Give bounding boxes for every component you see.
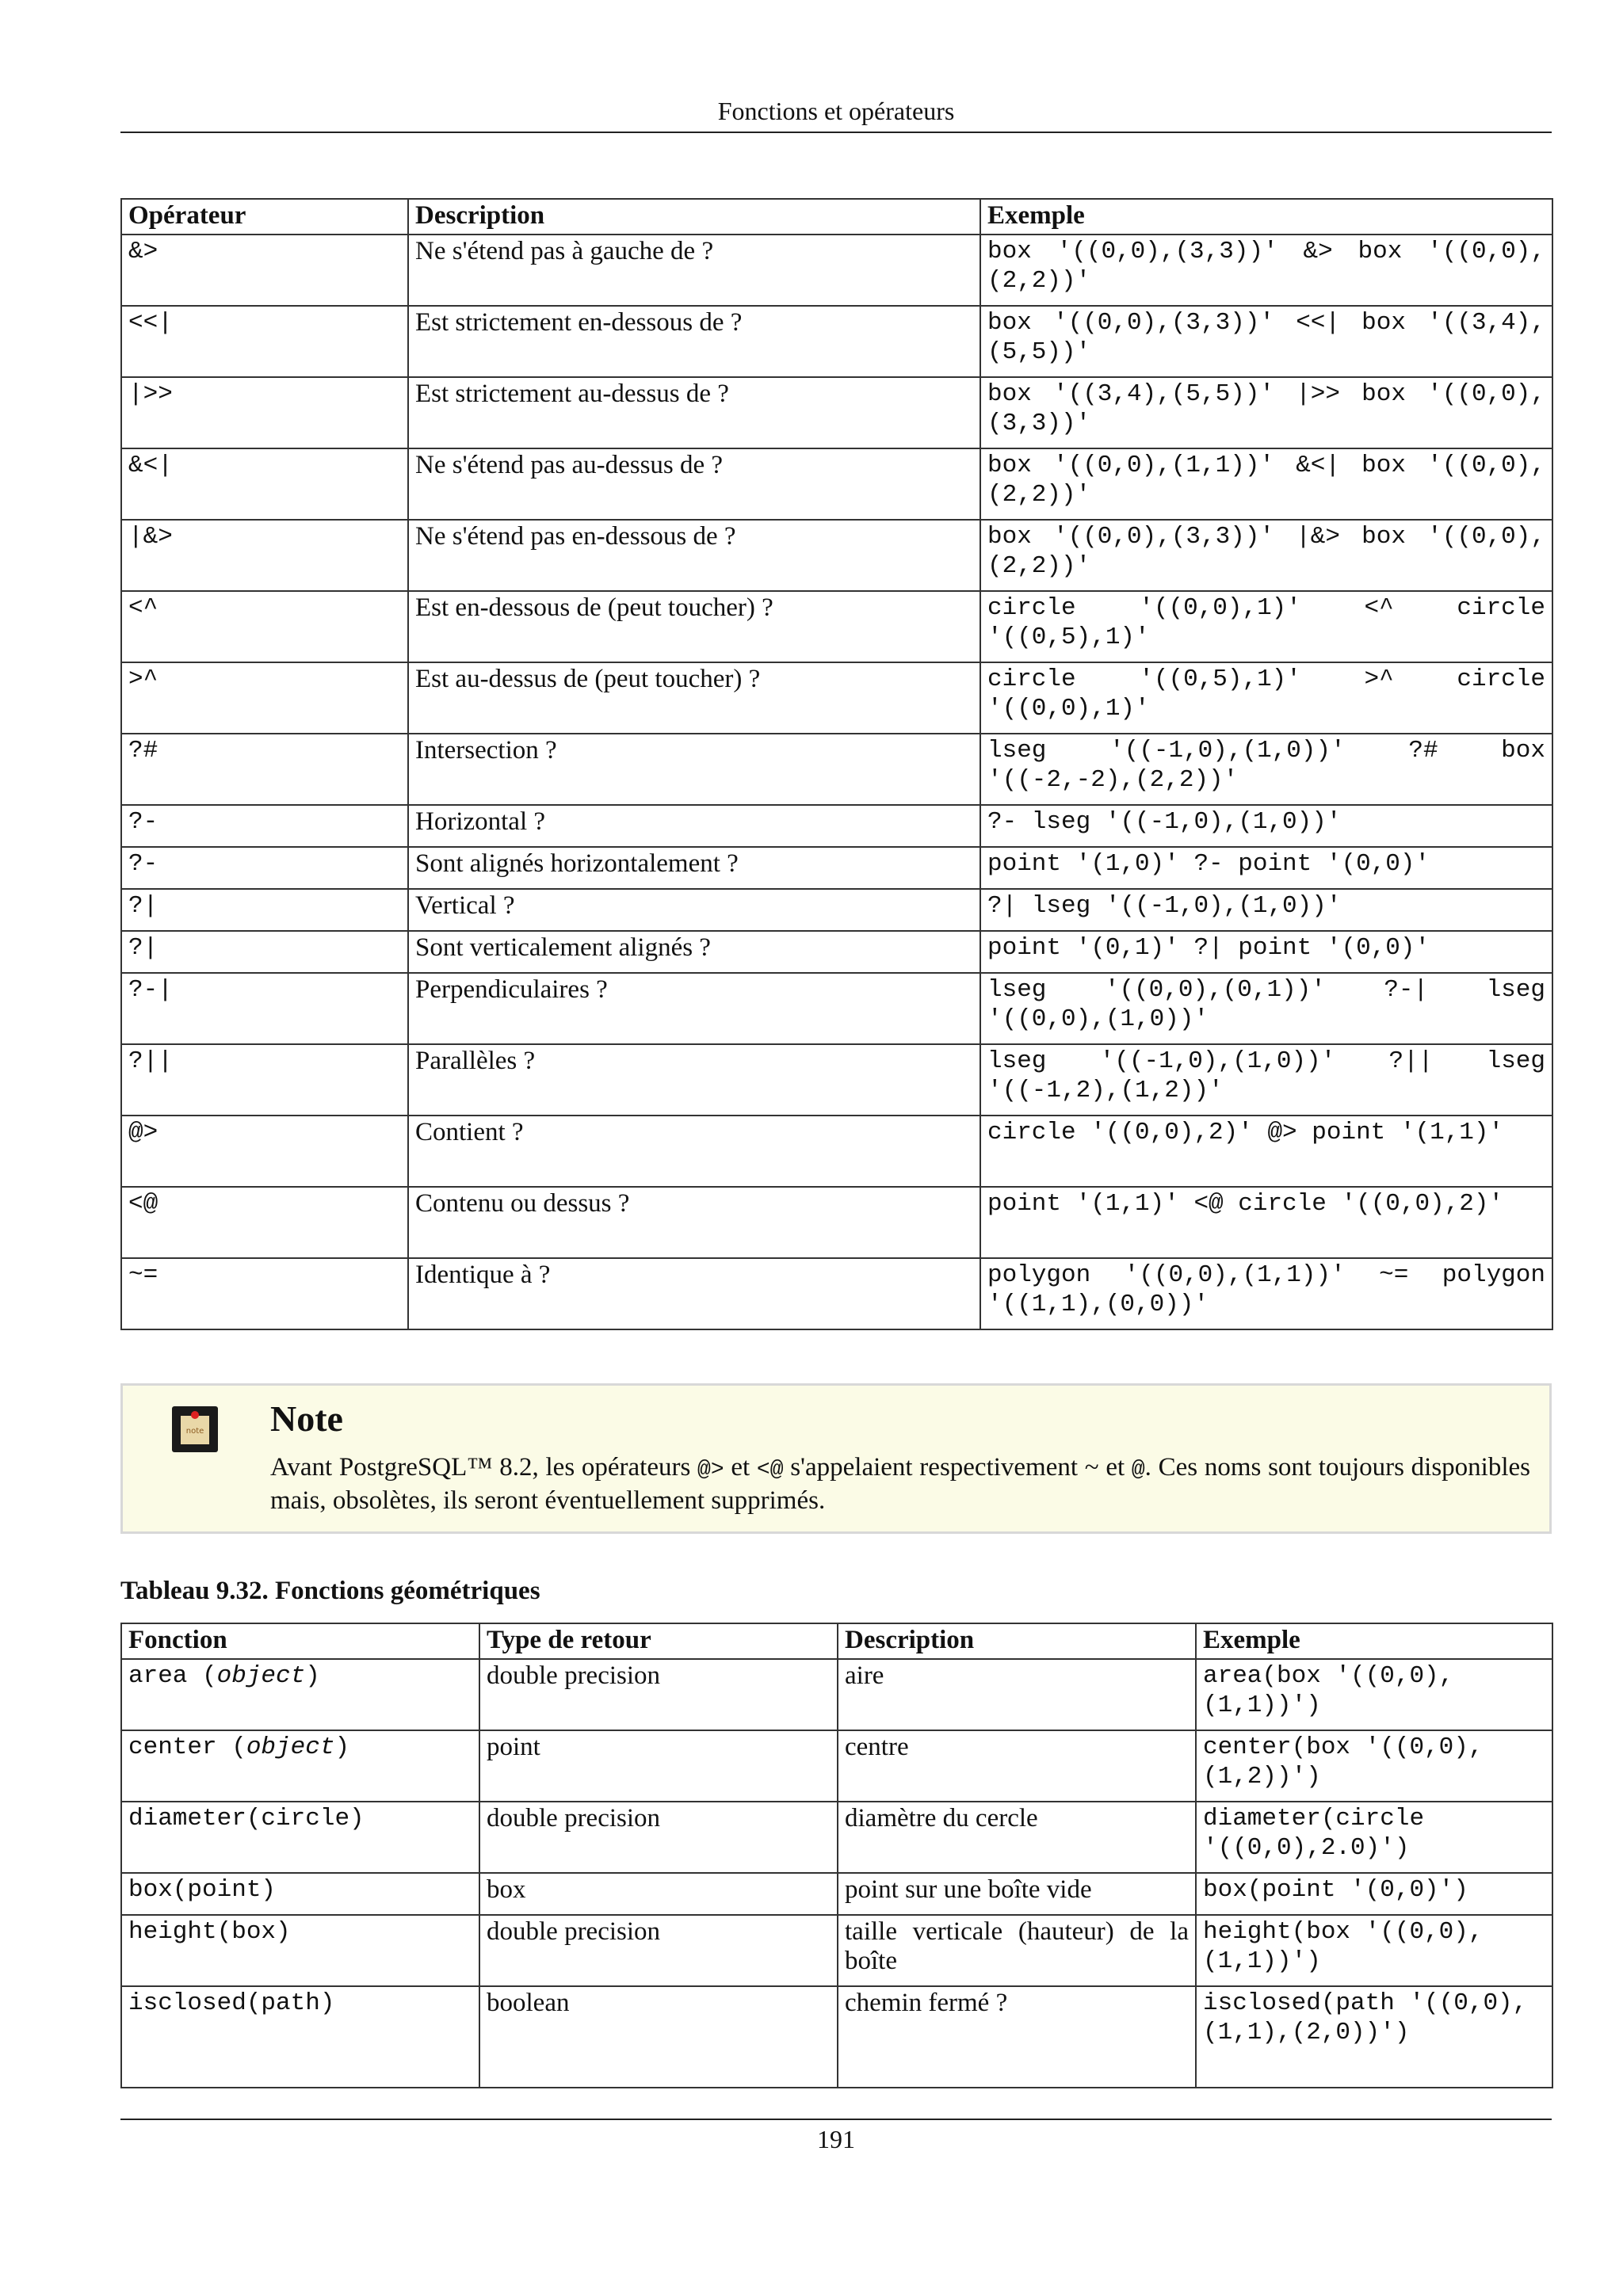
function-cell: height(box) [121,1915,479,1986]
description-cell: Vertical ? [408,889,980,931]
table-header-row [121,1623,1552,1659]
operator-cell: |&> [121,520,408,591]
description-cell: Est en-dessous de (peut toucher) ? [408,591,980,662]
example-cell: isclosed(path '((0,0),(1,1),(2,0))') [1196,1986,1552,2088]
description-cell: taille verticale (hauteur) de la boîte [838,1915,1196,1986]
table-row [121,1802,1552,1873]
description-cell: Ne s'étend pas au-dessus de ? [408,448,980,520]
description-cell: chemin fermé ? [838,1986,1196,2088]
table-row [121,306,1552,377]
return-type-cell: box [479,1873,838,1915]
table-row [121,1044,1552,1116]
description-cell: Perpendiculaires ? [408,973,980,1044]
operator-cell: ?| [121,889,408,931]
table-row [121,889,1552,931]
example-cell: circle '((0,0),1)' <^ circle '((0,5),1)' [980,591,1552,662]
example-cell: box '((0,0),(3,3))' &> box '((0,0),(2,2))' [980,235,1552,306]
example-cell: center(box '((0,0),(1,2))') [1196,1730,1552,1802]
example-cell: lseg '((-1,0),(1,0))' ?|| lseg '((-1,2),(1,2))' [980,1044,1552,1116]
example-cell: box(point '(0,0)') [1196,1873,1552,1915]
example-cell: diameter(circle '((0,0),2.0)') [1196,1802,1552,1873]
note-box [120,1383,1552,1534]
description-cell: Sont alignés horizontalement ? [408,847,980,889]
example-cell: box '((0,0),(3,3))' |&> box '((0,0),(2,2))' [980,520,1552,591]
table-row [121,1258,1552,1329]
table-header-row [121,199,1552,235]
return-type-cell: double precision [479,1915,838,1986]
operator-cell: ?|| [121,1044,408,1116]
table-row [121,1187,1552,1258]
return-type-cell: boolean [479,1986,838,2088]
operator-cell: &> [121,235,408,306]
operator-cell: ?# [121,734,408,805]
table-row [121,931,1552,973]
table-row [121,734,1552,805]
example-cell: box '((0,0),(1,1))' &<| box '((0,0),(2,2))' [980,448,1552,520]
description-cell: Intersection ? [408,734,980,805]
column-header: Description [838,1623,1196,1659]
example-cell: point '(0,1)' ?| point '(0,0)' [980,931,1552,973]
table-caption: Tableau 9.32. Fonctions géométriques [120,1577,540,1605]
operators-table [120,198,1553,1330]
operator-cell: &<| [121,448,408,520]
table-row [121,1730,1552,1802]
example-cell: circle '((0,5),1)' >^ circle '((0,0),1)' [980,662,1552,734]
operator-cell: ?-| [121,973,408,1044]
note-icon [172,1406,218,1452]
table-row [121,1986,1552,2088]
function-cell: box(point) [121,1873,479,1915]
operator-cell: <^ [121,591,408,662]
function-cell: center (object) [121,1730,479,1802]
table-row [121,591,1552,662]
example-cell: circle '((0,0),2)' @> point '(1,1)' [980,1116,1552,1187]
table-row [121,1915,1552,1986]
table-row [121,662,1552,734]
example-cell: lseg '((-1,0),(1,0))' ?# box '((-2,-2),(2,2))' [980,734,1552,805]
column-header: Fonction [121,1623,479,1659]
operator-cell: <@ [121,1187,408,1258]
column-header: Exemple [980,199,1552,235]
table-row [121,805,1552,847]
table-row [121,1116,1552,1187]
table-row [121,448,1552,520]
description-cell: Est strictement en-dessous de ? [408,306,980,377]
page-number: 191 [120,2119,1552,2157]
description-cell: Ne s'étend pas à gauche de ? [408,235,980,306]
operator-cell: ?- [121,847,408,889]
example-cell: height(box '((0,0),(1,1))') [1196,1915,1552,1986]
function-cell: diameter(circle) [121,1802,479,1873]
example-cell: lseg '((0,0),(0,1))' ?-| lseg '((0,0),(1,0))' [980,973,1552,1044]
note-title: Note [270,1398,343,1439]
column-header: Description [408,199,980,235]
description-cell: Contenu ou dessus ? [408,1187,980,1258]
description-cell: Parallèles ? [408,1044,980,1116]
return-type-cell: double precision [479,1802,838,1873]
return-type-cell: point [479,1730,838,1802]
function-cell: isclosed(path) [121,1986,479,2088]
column-header: Exemple [1196,1623,1552,1659]
operator-cell: <<| [121,306,408,377]
operator-cell: ?| [121,931,408,973]
description-cell: Horizontal ? [408,805,980,847]
description-cell: Sont verticalement alignés ? [408,931,980,973]
pin-icon [191,1411,199,1419]
description-cell: Est au-dessus de (peut toucher) ? [408,662,980,734]
example-cell: point '(1,0)' ?- point '(0,0)' [980,847,1552,889]
example-cell: point '(1,1)' <@ circle '((0,0),2)' [980,1187,1552,1258]
page-header: Fonctions et opérateurs [120,93,1552,133]
note-text: Avant PostgreSQL™ 8.2, les opérateurs @> et <@ s'appelaient respectivement ~ et @. Ces noms sont toujours disponibles mais, obsolètes, ils seront éventuellement supprimés. [270,1453,1531,1515]
example-cell: ?- lseg '((-1,0),(1,0))' [980,805,1552,847]
table-row [121,520,1552,591]
example-cell: ?| lseg '((-1,0),(1,0))' [980,889,1552,931]
description-cell: Est strictement au-dessus de ? [408,377,980,448]
table-row [121,1873,1552,1915]
note-icon-label: note [181,1416,209,1444]
description-cell: Identique à ? [408,1258,980,1329]
description-cell: aire [838,1659,1196,1730]
operator-cell: ?- [121,805,408,847]
table-row [121,1659,1552,1730]
operator-cell: |>> [121,377,408,448]
description-cell: centre [838,1730,1196,1802]
operator-cell: >^ [121,662,408,734]
example-cell: box '((3,4),(5,5))' |>> box '((0,0),(3,3))' [980,377,1552,448]
table-row [121,847,1552,889]
description-cell: diamètre du cercle [838,1802,1196,1873]
column-header: Opérateur [121,199,408,235]
functions-table [120,1623,1553,2088]
operator-cell: ~= [121,1258,408,1329]
column-header: Type de retour [479,1623,838,1659]
description-cell: Ne s'étend pas en-dessous de ? [408,520,980,591]
table-row [121,235,1552,306]
table-row [121,973,1552,1044]
return-type-cell: double precision [479,1659,838,1730]
function-cell: area (object) [121,1659,479,1730]
example-cell: polygon '((0,0),(1,1))' ~= polygon '((1,1),(0,0))' [980,1258,1552,1329]
description-cell: Contient ? [408,1116,980,1187]
example-cell: box '((0,0),(3,3))' <<| box '((3,4),(5,5))' [980,306,1552,377]
description-cell: point sur une boîte vide [838,1873,1196,1915]
example-cell: area(box '((0,0),(1,1))') [1196,1659,1552,1730]
operator-cell: @> [121,1116,408,1187]
table-row [121,377,1552,448]
